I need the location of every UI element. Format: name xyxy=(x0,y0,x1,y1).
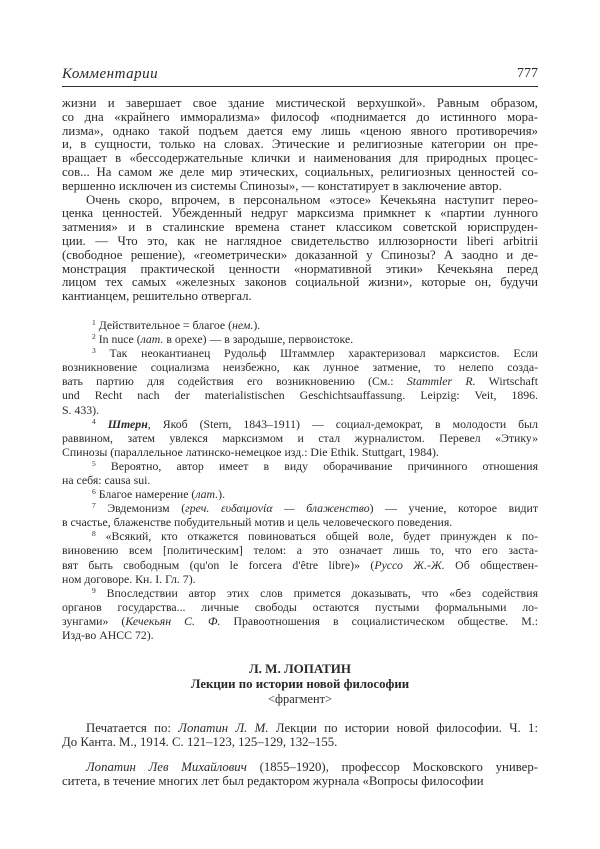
text-line xyxy=(62,735,538,749)
footnote-line xyxy=(62,628,538,642)
text-segment: ситета, в течение многих лет был редактором журнала «Вопросы философии xyxy=(62,774,484,789)
footnote-line xyxy=(62,360,538,374)
text-segment: со дна «крайнего имморализма» философ «поднимается до истинного мора- xyxy=(62,109,538,124)
bold-italic-segment: Штерн xyxy=(107,416,148,431)
footnote-line xyxy=(62,417,538,431)
running-header xyxy=(62,64,538,87)
text-segment: ценка ценностей. Убежденный недруг марксизма примкнет к «партии лунного xyxy=(62,206,538,221)
footnote-number: 2 xyxy=(92,332,96,342)
text-segment: Так неокантианец Рудольф Штаммлер характеризовал марксистов. Если xyxy=(95,346,538,361)
text-segment: S. 433). xyxy=(62,402,100,417)
footnote-line xyxy=(62,332,538,346)
text-segment: (свободное решение), «геометрически» доказанной у Спинозы? А заодно и де- xyxy=(62,247,538,262)
italic-segment: лат. xyxy=(195,487,219,502)
text-segment: ). xyxy=(218,487,226,502)
italic-segment: нем. xyxy=(232,317,254,332)
text-segment: ). xyxy=(253,317,261,332)
text-segment: ном договоре. Кн. I. Гл. 7). xyxy=(62,571,196,586)
text-line xyxy=(62,194,538,208)
footnote-line xyxy=(62,473,538,487)
text-segment: затмения» и в сталинские времена станет классиком советской юриспруден- xyxy=(62,220,538,235)
text-line xyxy=(62,276,538,290)
text-segment: Wirtschaft xyxy=(475,374,538,389)
text-segment: Эвдемонизм ( xyxy=(95,501,186,516)
footnotes xyxy=(62,318,538,642)
text-line xyxy=(62,180,538,194)
text-line xyxy=(62,97,538,111)
text-line xyxy=(62,111,538,125)
italic-segment: лат. xyxy=(140,332,164,347)
page-content xyxy=(62,97,538,788)
footnote-line xyxy=(62,403,538,417)
footnote-line xyxy=(62,431,538,445)
text-segment: Очень скоро, впрочем, в персональном «этосе» Кечекьяна наступит перео- xyxy=(86,192,538,207)
text-segment: Благое намерение ( xyxy=(95,487,196,502)
text-segment: Лекции по истории новой философии. Ч. 1: xyxy=(268,721,538,736)
footnote-line xyxy=(62,318,538,332)
text-segment: «Всякий, кто откажется повиноваться общей воле, будет принужден к по- xyxy=(95,529,538,544)
text-segment: ) — учение, которое видит xyxy=(369,501,538,516)
text-line xyxy=(62,125,538,139)
footnote-line xyxy=(62,558,538,572)
italic-segment: Лопатин Л. М. xyxy=(178,721,269,736)
footnote-line xyxy=(62,374,538,388)
text-segment: , Якоб (Stern, 1843–1911) — социал-демократ, в молодости был xyxy=(147,416,538,431)
footnote-number: 9 xyxy=(92,585,96,595)
text-line xyxy=(62,235,538,249)
text-segment: в счастье, блаженстве побудительный мотив и цель человеческого поведения. xyxy=(62,515,453,530)
italic-segment: Кечекьян С. Ф. xyxy=(125,613,221,628)
text-segment: Действительное = благое ( xyxy=(95,317,233,332)
text-segment: (1855–1920), профессор Московского универ- xyxy=(246,760,538,775)
text-segment: Об обществен- xyxy=(444,557,538,572)
text-line xyxy=(62,166,538,180)
footnote-line xyxy=(62,529,538,543)
text-segment: на себя: causa sui. xyxy=(62,472,151,487)
text-segment xyxy=(209,501,221,515)
text-segment: монстрация практической ценности «нормативной этики» Кечекьяна перед xyxy=(62,261,538,276)
text-segment: жизни и завершает свое здание мистической верхушкой». Равным образом, xyxy=(62,96,538,110)
text-line xyxy=(62,774,538,788)
text-segment: вершенно исключен из системы Спинозы», — констатирует в заключение автор. xyxy=(62,178,502,193)
text-segment: кантианцем, решительно отвергал. xyxy=(62,289,252,304)
text-line xyxy=(62,263,538,277)
text-segment: в орехе) — в зародыше, первоистоке. xyxy=(163,332,354,347)
text-segment: сов... На самом же деле мир этических, социальных, религиозных ценностей со- xyxy=(62,164,538,179)
text-segment: Изд-во АНСС 72). xyxy=(62,628,154,643)
italic-segment: Stammler R. xyxy=(406,374,476,389)
text-line xyxy=(62,249,538,263)
text-segment: Вероятно, автор имеет в виду оборачивание причинного отношения xyxy=(95,458,538,473)
footnote-line xyxy=(62,346,538,360)
footnote-line xyxy=(62,614,538,628)
text-segment: Спинозы (параллельное латинско-немецкое изд.: Die Ethik. Stuttgart, 1984). xyxy=(62,444,439,459)
text-line xyxy=(62,221,538,235)
text-line xyxy=(62,207,538,221)
text-line xyxy=(62,760,538,774)
italic-segment: ευδαιμονία — блаженство xyxy=(220,501,370,516)
footnote-number: 8 xyxy=(92,529,96,539)
section-author: Л. М. ЛОПАТИН xyxy=(248,661,351,677)
footnote-line xyxy=(62,586,538,600)
footnote-line xyxy=(62,487,538,501)
text-segment: Впоследствии автор этих слов примется доказывать, что «без содействия xyxy=(95,585,538,600)
footnote-line xyxy=(62,515,538,529)
text-segment: вят быть свободным (qu'on le forcera d'être libre)» ( xyxy=(62,557,375,572)
footnote-line xyxy=(62,543,538,557)
biography-paragraph xyxy=(62,760,538,788)
text-segment: вать партию для содействия его возникновению (См.: xyxy=(62,374,407,389)
footnote-line xyxy=(62,501,538,515)
text-segment: лицом тех самых «железных законов социальной жизни», которые он, будучи xyxy=(62,275,538,290)
section-work-title: Лекции по истории новой философии xyxy=(190,677,410,692)
text-segment: вращает в «бессодержательные клички и наименования для природных процес- xyxy=(62,151,538,166)
footnote-line xyxy=(62,572,538,586)
footnote-number: 7 xyxy=(92,501,96,511)
main-text xyxy=(62,97,538,304)
italic-segment: греч. xyxy=(185,501,210,516)
section-fragment-note: <фрагмент> xyxy=(267,692,332,707)
footnote-number: 5 xyxy=(92,458,96,468)
text-segment: виновению всем [политическим] телом: а это означает лишь то, что его заста- xyxy=(62,543,538,558)
text-line xyxy=(62,721,538,735)
footnote-number: 1 xyxy=(92,317,96,327)
text-segment: Правоотношения в социалистическом обществе. М.: xyxy=(220,613,538,628)
text-segment: раввином, затем увлекся марксизмом и стал журналистом. Перевел «Этику» xyxy=(62,430,538,445)
footnote-line xyxy=(62,459,538,473)
running-header-title: Комментарии xyxy=(62,66,159,82)
source-note xyxy=(62,721,538,749)
footnote-line xyxy=(62,445,538,459)
footnote-number: 3 xyxy=(92,346,96,356)
page-number: 777 xyxy=(517,66,538,81)
text-segment: лизма», однако такой подъем дается ему лишь «ценою явного противоречия» xyxy=(62,123,538,138)
text-segment: возникновение социализма неизбежно, как лунное затмение, то нелепо созда- xyxy=(62,360,538,375)
text-line xyxy=(62,152,538,166)
text-line xyxy=(62,138,538,152)
footnote-line xyxy=(62,600,538,614)
italic-segment: Лопатин Лев Михайлович xyxy=(86,760,247,775)
text-segment: Печатается по: xyxy=(86,721,179,736)
text-segment: зунгами» ( xyxy=(62,613,126,628)
footnote-number: 6 xyxy=(92,487,96,497)
text-segment xyxy=(96,417,108,431)
text-segment: ции. — Что это, как не наглядное свидетельство иллюзорности liberi arbitrii xyxy=(62,233,538,248)
text-segment: органов государства... личные свободы остаются пустыми формальными ло- xyxy=(62,599,538,614)
text-segment: In nuce ( xyxy=(95,332,141,347)
text-line xyxy=(62,290,538,304)
footnote-line xyxy=(62,388,538,402)
text-segment: и, в сущности, только на словах. Этические и религиозные категории он пре- xyxy=(62,137,538,152)
text-segment: До Канта. М., 1914. С. 121–123, 125–129, 132–155. xyxy=(62,735,338,750)
footnote-number: 4 xyxy=(92,416,96,426)
text-segment: und Recht nach der materialistischen Geschichtsauffassung. Leipzig: Veit, 1896. xyxy=(62,388,538,403)
italic-segment: Руссо Ж.-Ж. xyxy=(374,557,445,572)
